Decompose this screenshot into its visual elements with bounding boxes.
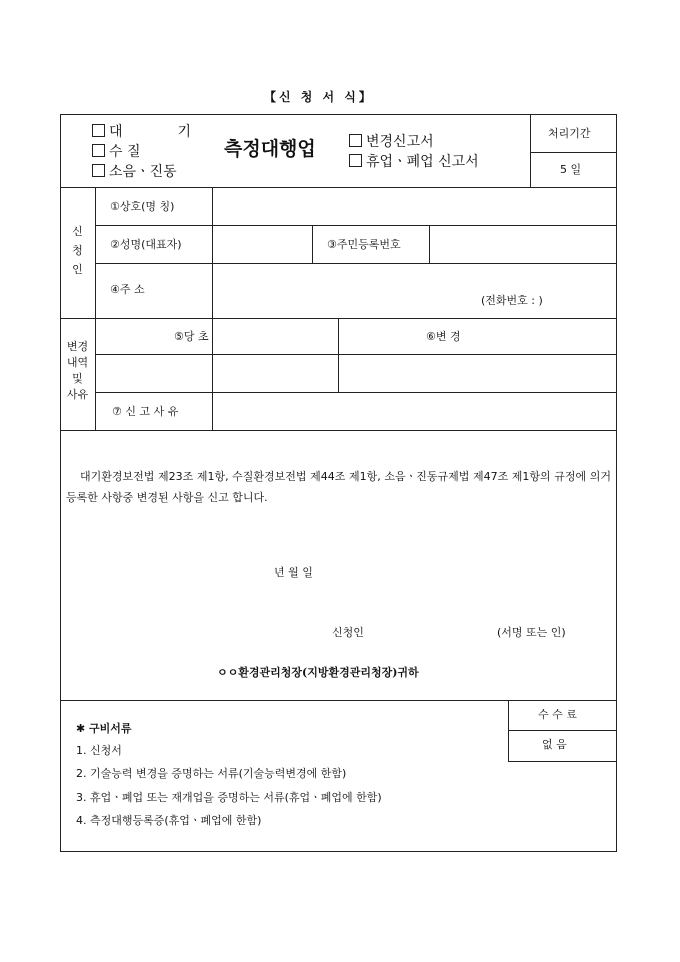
company-label: ①상호(명 칭)	[110, 200, 175, 213]
document-item: 1. 신청서	[76, 744, 122, 757]
sign-label: (서명 또는 인)	[497, 626, 566, 639]
date-label: 년 월 일	[274, 566, 313, 579]
fee-label: 수 수 료	[538, 708, 577, 721]
address-field[interactable]	[213, 264, 616, 318]
asterisk-icon: ✱	[76, 722, 90, 735]
reason-label: ⑦ 신 고 사 유	[112, 405, 179, 418]
rrn-label: ③주민등록번호	[327, 238, 401, 251]
name-label: ②성명(대표자)	[110, 238, 182, 251]
document-item: 2. 기술능력 변경을 증명하는 서류(기술능력변경에 한함)	[76, 767, 347, 780]
document-item: 4. 측정대행등록증(휴업ㆍ폐업에 한함)	[76, 814, 262, 827]
checkbox-icon[interactable]	[92, 124, 105, 137]
applicant-sign-label: 신청인	[332, 626, 364, 639]
checkbox-water[interactable]: 수 질	[92, 144, 141, 159]
checkbox-icon[interactable]	[349, 154, 362, 167]
phone-label: (전화번호 : )	[481, 294, 543, 307]
checkbox-icon[interactable]	[92, 164, 105, 177]
checkbox-air[interactable]: 대 기	[92, 124, 191, 139]
form-title: 【신 청 서 식】	[264, 90, 374, 104]
rrn-field[interactable]	[430, 226, 616, 263]
processing-period-label: 처리기간	[548, 127, 591, 140]
checkbox-icon[interactable]	[92, 144, 105, 157]
reason-field[interactable]	[213, 393, 616, 430]
applicant-section-label: 신 청 인	[72, 225, 83, 276]
company-field[interactable]	[213, 188, 616, 225]
documents-title: ✱ 구비서류	[76, 722, 132, 735]
changed-label: ⑥변 경	[426, 330, 461, 343]
fee-value: 없 음	[542, 738, 567, 751]
business-title: 측정대행업	[224, 138, 316, 160]
address-label: ④주 소	[110, 283, 145, 296]
checkbox-noise[interactable]: 소음ㆍ진동	[92, 164, 177, 179]
changed-field[interactable]	[339, 355, 616, 392]
original-label: ⑤당 초	[174, 330, 209, 343]
processing-period-value: 5 일	[560, 163, 582, 176]
document-item: 3. 휴업ㆍ폐업 또는 재개업을 증명하는 서류(휴업ㆍ폐업에 한함)	[76, 791, 382, 804]
checkbox-closure-report[interactable]: 휴업ㆍ폐업 신고서	[349, 154, 479, 169]
original-field[interactable]	[96, 355, 338, 392]
addressee: ㅇㅇ환경관리청장(지방환경관리청장)귀하	[217, 666, 419, 679]
checkbox-icon[interactable]	[349, 134, 362, 147]
changes-section-label: 변경 내역 및 사유	[66, 340, 89, 401]
checkbox-change-report[interactable]: 변경신고서	[349, 134, 434, 149]
name-field[interactable]	[213, 226, 312, 263]
declaration-text: 대기환경보전법 제23조 제1항, 수질환경보전법 제44조 제1항, 소음ㆍ진동규제법 제47조 제1항의 규정에 의거 등록한 사항중 변경된 사항을 신고 합니다.	[66, 470, 611, 504]
